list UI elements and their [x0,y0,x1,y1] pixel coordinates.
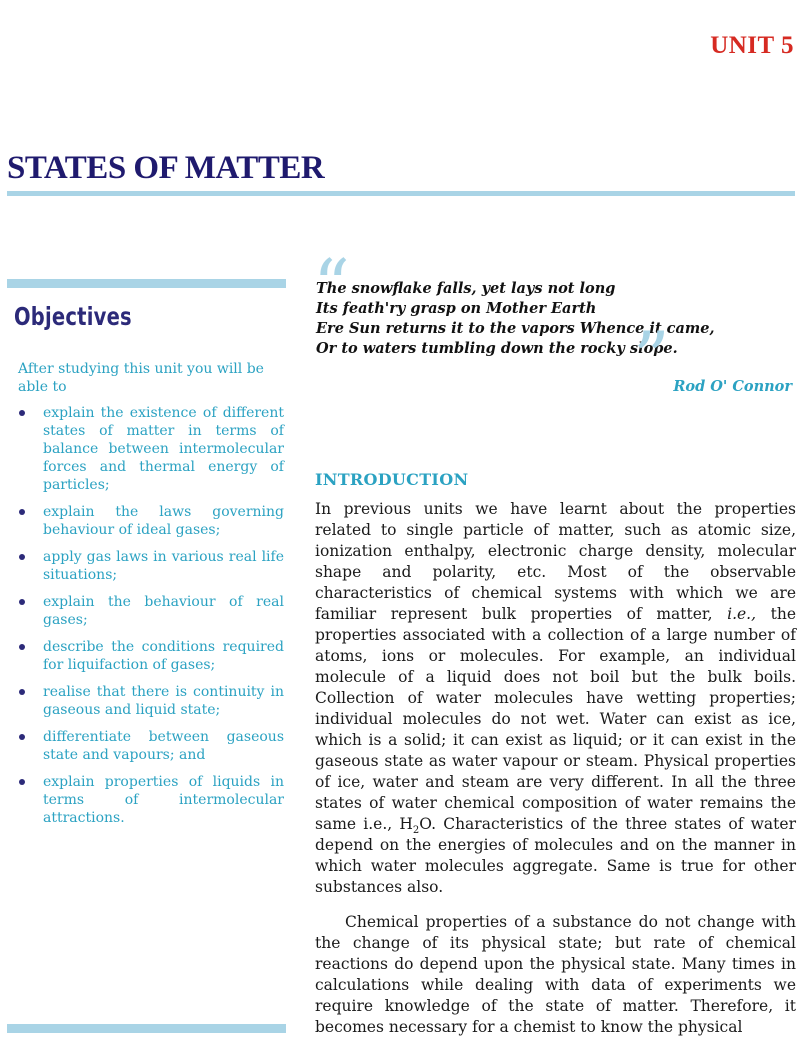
poem-line: The snowflake falls, yet lays not long [316,280,616,297]
objective-item [18,503,284,539]
bullet-icon [19,689,25,695]
objectives-heading: Objectives [14,302,132,331]
chapter-title: STATES OF MATTER [7,150,325,186]
objective-text: realise that there is continuity in gaseous and liquid state; [43,684,284,718]
section-heading: INTRODUCTION [315,470,469,489]
subscript: 2 [412,825,420,837]
paragraph-text: O. Characteristics of the three states of water depend on the energies of molecules and on the manner in which water molecules aggregate. Same is true for other substances also. [315,815,796,896]
poem-line: Ere Sun returns it to the vapors Whence it came, [316,320,715,337]
objectives-intro: After studying this unit you will be able to [18,361,264,395]
sidebar-bottom-divider [7,1024,286,1033]
bullet-icon [19,644,25,650]
poem-line: Or to waters tumbling down the rocky slope. [316,340,678,357]
unit-label: UNIT 5 [710,32,794,59]
objectives-list [18,404,284,836]
objective-item [18,638,284,674]
bullet-icon [19,779,25,785]
open-quote-icon: “ [313,244,350,328]
sidebar-top-divider [7,279,286,288]
objective-text: apply gas laws in various real life situations; [43,549,284,583]
objective-text: explain properties of liquids in terms of intermolecular attractions. [43,774,284,826]
objective-text: explain the existence of different states of matter in terms of balance between intermolecular forces and thermal energy of particles; [43,405,284,493]
objective-text: explain the behaviour of real gases; [43,594,284,628]
objective-item [18,683,284,719]
bullet-icon [19,509,25,515]
bullet-icon [19,734,25,740]
close-quote-icon: ” [633,316,670,400]
title-divider [7,191,795,196]
objective-text: differentiate between gaseous state and vapours; and [43,729,284,763]
body-paragraph: Chemical properties of a substance do not change with the change of its physical state; but rate of chemical reactions do depend upon the physical state. Many times in calculations while dealing with data of experiments we require knowledge of the state of matter. Therefore, it becomes necessary for a chemist to know the physical [315,913,796,1036]
objective-item [18,593,284,629]
paragraph-text: In previous units we have learnt about the properties related to single particle of matter, such as atomic size, ionization enthalpy, electronic charge density, molecular shape and polarity, etc. Most of the observable characteristics of chemical systems with which we are familiar represent bulk properties of matter, [315,500,796,623]
paragraph-text: the properties associated with a collection of a large number of atoms, ions or molecules. For example, an individual molecule of a liquid does not boil but the bulk boils. Collection of water molecules have wetting properties; individual molecules do not wet. Water can exist as ice, which is a solid; it can exist as liquid; or it can exist in the gaseous state as water vapour or steam. Physical properties of ice, water and steam are very different. In all the three states of water chemical composition of water remains the same i.e., H [315,605,796,833]
objective-text: describe the conditions required for liquifaction of gases; [43,639,284,673]
objective-item [18,404,284,494]
body-paragraph [315,499,796,898]
objective-item [18,773,284,827]
objective-text: explain the laws governing behaviour of ideal gases; [43,504,284,538]
bullet-icon [19,410,25,416]
bullet-icon [19,599,25,605]
quote-author: Rod O' Connor [673,378,792,395]
objective-item [18,728,284,764]
objective-item [18,548,284,584]
italic-text: i.e., [727,605,757,623]
bullet-icon [19,554,25,560]
poem-quote [316,279,796,359]
poem-line: Its feath'ry grasp on Mother Earth [316,300,597,317]
